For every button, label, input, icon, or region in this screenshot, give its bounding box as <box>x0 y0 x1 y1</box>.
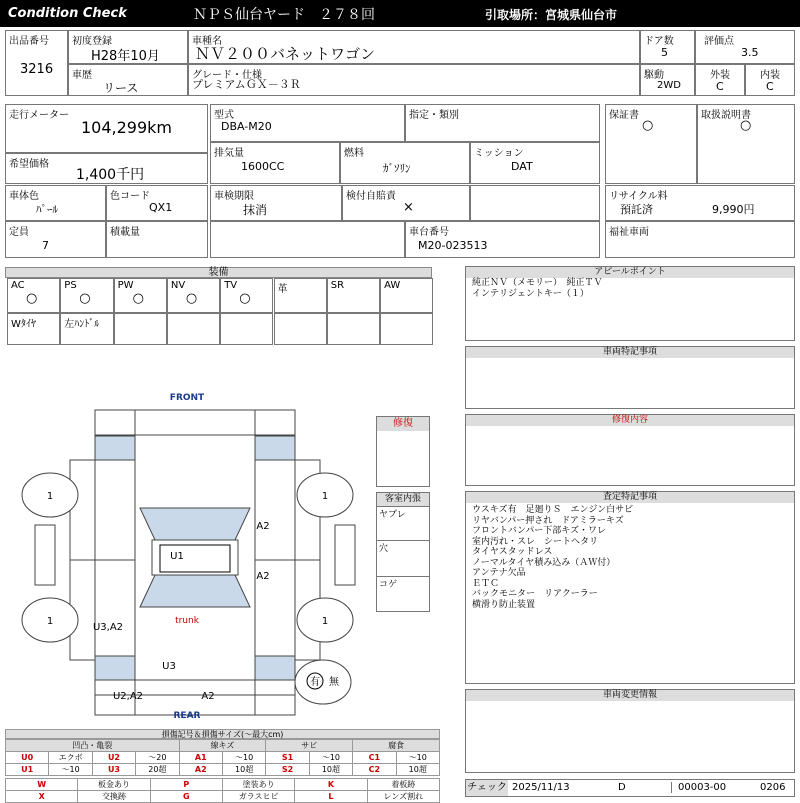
vehicle-name: ＮＶ２００バネットワゴン <box>195 45 376 63</box>
equip-nv <box>167 278 220 313</box>
legend-h4: 腐食 <box>353 740 440 752</box>
legend-cell: ～10 <box>396 752 439 764</box>
color-cell <box>106 185 208 221</box>
trunk-label: trunk <box>175 616 199 626</box>
equip-ac <box>7 278 60 313</box>
drive-cell <box>640 64 695 96</box>
inspect-cell <box>210 185 342 221</box>
legend-cell: 10超 <box>396 764 439 776</box>
change-title: 車両変更情報 <box>466 690 794 701</box>
legend-cell: L <box>295 791 367 803</box>
lot-label: 出品番号 <box>9 36 49 47</box>
inspect-label: 車検期限 <box>214 191 254 202</box>
model: DBA-M20 <box>221 120 272 133</box>
equip-label: AW <box>384 280 401 291</box>
cabin-item: コゲ <box>377 576 429 610</box>
legend-cell: U0 <box>6 752 49 764</box>
appeal-line: 純正ＮＶ（メモリー） 純正ＴＶ <box>472 278 603 288</box>
header-bar <box>0 0 800 27</box>
interior-label: 内装 <box>760 70 780 81</box>
equip-label: SR <box>330 280 345 291</box>
front-label: FRONT <box>169 393 205 403</box>
doors-label: ドア数 <box>644 36 674 47</box>
capacity: 7 <box>42 239 49 252</box>
price-cell <box>5 153 208 184</box>
model-cell <box>210 104 405 142</box>
legend-cell: 塗装あり <box>222 779 294 791</box>
inspect-notes-list <box>466 503 794 610</box>
warranty: ○ <box>642 118 654 133</box>
tire-rl: 1 <box>46 616 54 627</box>
equip-label: PW <box>117 280 134 291</box>
legend-cell: P <box>150 779 222 791</box>
appeal-box <box>465 266 795 341</box>
cabin-item: 穴 <box>377 540 429 576</box>
equip-label: PS <box>64 280 77 291</box>
history-label: 車歴 <box>72 70 92 81</box>
legend-cell: S1 <box>266 752 309 764</box>
legend-cell: 20超 <box>136 764 179 776</box>
drive-label: 駆動 <box>644 70 664 81</box>
damage-a2-right-rear: A2 <box>256 571 270 582</box>
equip-row2-cell <box>274 313 327 345</box>
fuel: ｶﾞｿﾘﾝ <box>383 162 411 175</box>
tire-fl: 1 <box>46 491 54 502</box>
fuel-label: 燃料 <box>344 148 364 159</box>
equip-row2-label: 左ﾊﾝﾄﾞﾙ <box>64 319 100 330</box>
inspect-notes-title: 査定特記事項 <box>466 492 794 503</box>
manual: ○ <box>740 118 752 133</box>
equip-row2-cell <box>60 313 113 345</box>
capacity-cell <box>5 221 106 258</box>
exterior-label: 外装 <box>710 70 730 81</box>
odo-label: 走行メーター <box>9 110 69 121</box>
damage-a2-rear: A2 <box>201 691 215 702</box>
legend-cell: 着板跡 <box>367 779 439 791</box>
inspect-note: タイヤスタッドレス <box>472 547 553 557</box>
chassis-cell <box>405 221 600 258</box>
damage-u3a2: U3,A2 <box>92 622 124 633</box>
repair-content-box <box>465 414 795 486</box>
inspect-note: リヤバンパー押され ドアミラーキズ <box>472 515 624 526</box>
equip-aw <box>380 278 433 313</box>
legend-cell: U3 <box>92 764 135 776</box>
legend-cell: K <box>295 779 367 791</box>
check-label: チェック <box>466 780 508 796</box>
legend-cell: C2 <box>353 764 396 776</box>
recycle-fee: 9,990円 <box>712 203 755 216</box>
color-code: QX1 <box>149 201 173 214</box>
name-label: 車種名 <box>192 36 222 47</box>
equip-tv <box>220 278 273 313</box>
inspect-note: ウスキズ有 足廻りＳ エンジン白サビ <box>472 505 634 515</box>
grade-cell <box>188 64 640 96</box>
legend-cell: C1 <box>353 752 396 764</box>
change-box <box>465 689 795 773</box>
welfare-cell <box>605 221 795 258</box>
inspect-note: ノーマルタイヤ積み込み（ＡＷ付） <box>472 557 616 568</box>
price-label: 希望価格 <box>9 159 49 170</box>
legend-title: 損傷記号＆損傷サイズ(～最大cm) <box>5 729 440 739</box>
doors: 5 <box>661 46 668 59</box>
legend-cell: U2 <box>92 752 135 764</box>
inspect-note: 横滑り防止装置 <box>472 599 536 610</box>
equip-label: TV <box>224 280 238 291</box>
blank-cell-2 <box>210 221 405 258</box>
interior-cell <box>745 64 795 96</box>
equip-title: 装備 <box>5 267 432 278</box>
inspection: 抹消 <box>243 203 268 217</box>
exterior-cell <box>695 64 745 96</box>
pickup-location: 引取場所：宮城県仙台市 <box>485 8 618 22</box>
damage-u2a2: U2,A2 <box>112 691 144 702</box>
cabin-box <box>376 492 430 612</box>
appeal-title: アピールポイント <box>466 267 794 278</box>
legend-cell: W <box>6 779 78 791</box>
welfare-label: 福祉車両 <box>609 227 649 238</box>
history: リース <box>103 81 139 95</box>
score: 3.5 <box>741 46 759 59</box>
fuel-cell <box>340 142 470 184</box>
repair-label: 修復 <box>377 417 429 431</box>
footer-bar <box>465 779 795 797</box>
model-label: 型式 <box>214 110 234 121</box>
history-cell <box>68 64 188 96</box>
inspect-note: バックモニター リアクーラー <box>472 589 598 599</box>
displacement: 1600CC <box>241 160 285 173</box>
equip-pw <box>114 278 167 313</box>
recycle-cell <box>605 185 795 221</box>
repair-content-title: 修復内容 <box>466 415 794 426</box>
legend-cell: レンズ割れ <box>367 791 439 803</box>
name-cell <box>188 30 640 64</box>
equip-row2-cell <box>220 313 273 345</box>
damage-u1: U1 <box>170 551 184 562</box>
legend-h3: サビ <box>266 740 353 752</box>
insurance-label: 検付自賠責 <box>346 191 396 202</box>
body-label: 車体色 <box>9 191 39 202</box>
legend-cell: A1 <box>179 752 222 764</box>
chassis-label: 車台番号 <box>409 227 449 238</box>
special-box <box>465 346 795 409</box>
check-grade: D <box>618 782 626 793</box>
legend-cell: 板金あり <box>78 779 150 791</box>
equip-row2-cell <box>7 313 60 345</box>
first-reg-label: 初度登録 <box>72 36 112 47</box>
legend-table <box>5 739 440 776</box>
legend-table-2 <box>5 778 440 803</box>
legend-cell: X <box>6 791 78 803</box>
cabin-label: 客室内張 <box>377 493 429 506</box>
appeal-line: インテリジェントキー（１） <box>472 289 589 299</box>
mission-label: ミッション <box>474 148 524 159</box>
inspect-notes-box <box>465 491 795 684</box>
legend-cell: S2 <box>266 764 309 776</box>
manual-cell <box>697 104 795 184</box>
repair-box <box>376 416 430 487</box>
equip-row2-cell <box>380 313 433 345</box>
tire-rr: 1 <box>321 616 329 627</box>
disp-label: 排気量 <box>214 148 244 159</box>
equip-mark: ○ <box>26 291 38 306</box>
car-diagram <box>15 385 375 725</box>
score-label: 評価点 <box>704 36 734 47</box>
mission-cell <box>470 142 600 184</box>
spare-ari: 有 <box>310 677 320 688</box>
interior: C <box>766 80 774 93</box>
recycle-status: 預託済 <box>620 203 653 216</box>
equip-label: NV <box>170 280 186 291</box>
manual-label: 取扱説明書 <box>701 110 751 121</box>
price: 1,400千円 <box>76 167 145 183</box>
damage-a2-right-front: A2 <box>256 521 270 532</box>
legend-cell: A2 <box>179 764 222 776</box>
legend-cell: U1 <box>6 764 49 776</box>
body-color: ﾊﾟｰﾙ <box>36 203 58 216</box>
cabin-item: ヤブレ <box>377 506 429 540</box>
header-title: Condition Check <box>8 6 127 21</box>
equip-革 <box>274 278 327 313</box>
damage-u3: U3 <box>162 661 176 672</box>
first-reg-cell <box>68 30 188 64</box>
inspect-note: フロントバンパー下部キズ・ワレ <box>472 526 607 536</box>
legend <box>5 729 440 803</box>
equip-row2-cell <box>167 313 220 345</box>
footer-code-1: 00003-00 <box>671 782 726 793</box>
equip-label: AC <box>11 280 25 291</box>
warranty-cell <box>605 104 697 184</box>
equip-row2-label: Wﾀｲﾔ <box>11 319 36 330</box>
disp-cell <box>210 142 340 184</box>
legend-cell: 10超 <box>309 764 352 776</box>
rear-label: REAR <box>173 711 201 721</box>
grade: プレミアムＧＸ－３Ｒ <box>192 78 301 91</box>
legend-h2: 線キズ <box>179 740 266 752</box>
legend-cell: 10超 <box>222 764 265 776</box>
mission: DAT <box>511 160 533 173</box>
footer-code-2: 0206 <box>760 782 786 793</box>
first-reg: H28年10月 <box>91 49 160 64</box>
lot-cell <box>5 30 68 96</box>
check-date: 2025/11/13 <box>512 782 570 793</box>
equip-mark: ○ <box>185 291 198 306</box>
recycle-label: リサイクル料 <box>609 191 668 202</box>
equip-mark: ○ <box>132 291 144 306</box>
legend-cell: G <box>150 791 222 803</box>
designation-label: 指定・類別 <box>409 110 459 121</box>
equip-label: 革 <box>277 284 288 295</box>
legend-cell: エクボ <box>49 752 92 764</box>
special-title: 車両特記事項 <box>466 347 794 358</box>
doors-cell <box>640 30 695 64</box>
load-cell <box>106 221 208 258</box>
grade-label: グレード・仕様 <box>192 70 262 81</box>
insurance: × <box>403 200 414 215</box>
drive: 2WD <box>657 80 681 91</box>
tire-fr: 1 <box>321 491 329 502</box>
legend-cell: ガラスヒビ <box>222 791 294 803</box>
legend-cell: 交換跡 <box>78 791 150 803</box>
chassis-number: M20-023513 <box>418 239 488 252</box>
inspect-note: 室内汚れ・スレ シートヘタリ <box>472 536 599 547</box>
inspect-note: アンテナ欠品 <box>472 568 526 578</box>
lot-number: 3216 <box>20 62 54 77</box>
color-label: 色コード <box>110 191 150 202</box>
warranty-label: 保証書 <box>609 110 639 121</box>
auction-name: ＮＰＳ仙台ヤード ２７８回 <box>193 7 375 23</box>
equip-sr <box>327 278 380 313</box>
score-cell <box>695 30 795 64</box>
designation-cell <box>405 104 600 142</box>
legend-h1: 凹凸・亀裂 <box>6 740 180 752</box>
legend-cell: ～10 <box>222 752 265 764</box>
exterior: C <box>716 80 724 93</box>
odometer: 104,299km <box>81 118 173 137</box>
equip-ps <box>60 278 113 313</box>
blank-cell <box>470 185 600 221</box>
equip-mark: ○ <box>79 291 91 306</box>
odo-cell <box>5 104 208 153</box>
capacity-label: 定員 <box>9 227 29 238</box>
equip-mark: ○ <box>239 291 251 306</box>
legend-cell: ～10 <box>49 764 92 776</box>
inspect-note: ＥＴＣ <box>472 578 500 589</box>
legend-cell: ～10 <box>309 752 352 764</box>
equip-row2-cell <box>327 313 380 345</box>
insurance-cell <box>342 185 470 221</box>
legend-cell: ～20 <box>136 752 179 764</box>
load-label: 積載量 <box>110 227 140 238</box>
body-cell <box>5 185 106 221</box>
equip-row2-cell <box>114 313 167 345</box>
spare-nashi: 無 <box>329 677 339 688</box>
